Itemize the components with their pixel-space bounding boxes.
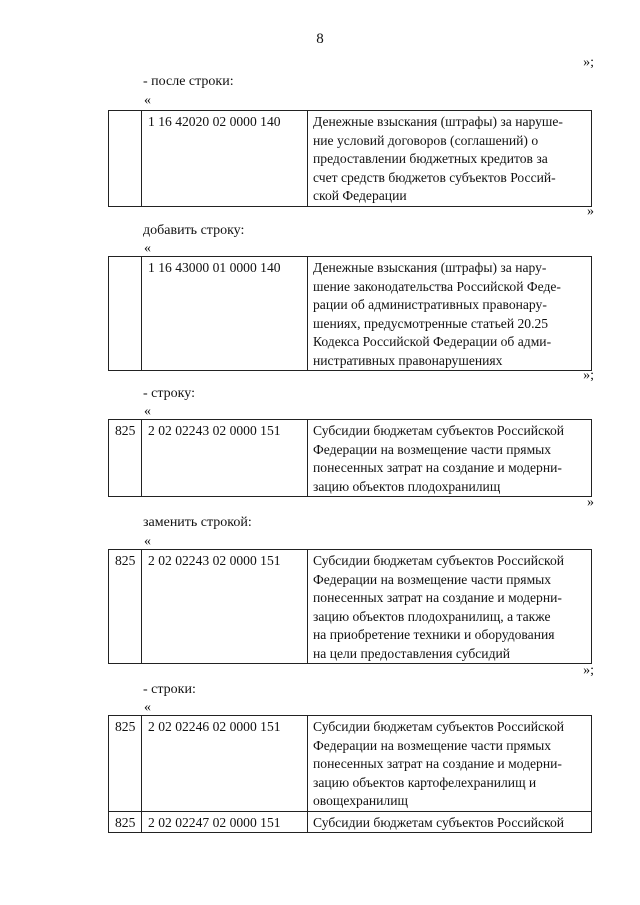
admin-code-cell [109,111,142,207]
description-line: понесенных затрат на создание и модерни- [313,590,562,605]
description-line: Федерации на возмещение части прямых [313,441,552,457]
opening-quote: « [144,93,151,108]
budget-code-cell: 1 16 42020 02 0000 140 [142,111,308,207]
instruction-label: добавить строку: [143,223,245,238]
description-line: зацию объектов плодохранилищ [313,478,501,494]
description-line: Субсидии бюджетам субъектов Российской [313,553,565,568]
description-cell [308,257,592,371]
description-line: Субсидии бюджетам субъектов Российской [313,814,565,830]
opening-quote: « [144,241,151,256]
description-line: Федерации на возмещение части прямых [313,571,552,587]
code-table [108,715,592,833]
admin-code-cell: 825 [109,550,142,664]
budget-code-cell: 1 16 43000 01 0000 140 [142,257,308,371]
admin-code-cell: 825 [109,716,142,812]
code-table [108,256,592,371]
admin-code-cell: 825 [109,811,142,833]
description-line: шениях, предусмотренные статьей 20.25 [313,315,549,331]
description-line: на цели предоставления субсидий [313,645,511,661]
budget-code-cell: 2 02 02246 02 0000 151 [142,716,308,812]
page-number: 8 [316,31,324,47]
description-line: Федерации на возмещение части прямых [313,737,552,753]
description-line: Денежные взыскания (штрафы) за нару- [313,260,547,275]
instruction-label: - после строки: [143,74,234,89]
description-cell [308,716,592,812]
description-line: шение законодательства Российской Феде- [313,278,561,294]
closing-quote: »; [583,55,594,70]
description-cell [308,111,592,207]
budget-code-cell: 2 02 02243 02 0000 151 [142,420,308,497]
description-line: овощехранилищ [313,793,408,808]
description-line: понесенных затрат на создание и модерни- [313,756,562,771]
description-cell [308,550,592,664]
table-row [109,257,592,371]
closing-quote: »; [583,663,594,678]
code-table [108,549,592,664]
description-line: ской Федерации [313,188,407,203]
description-line: предоставлении бюджетных кредитов за [313,151,548,166]
budget-code-cell: 2 02 02247 02 0000 151 [142,811,308,833]
description-line: ние условий договоров (соглашений) о [313,132,539,148]
admin-code-cell: 825 [109,420,142,497]
table-row [109,420,592,497]
table-row [109,716,592,812]
admin-code-cell [109,257,142,371]
description-line: счет средств бюджетов субъектов Россий- [313,169,556,185]
description-line: понесенных затрат на создание и модерни- [313,460,562,475]
budget-code-cell: 2 02 02243 02 0000 151 [142,550,308,664]
table-row [109,111,592,207]
description-line: Кодекса Российской Федерации об адми- [313,334,552,349]
description-line: нистративных правонарушениях [313,352,503,368]
instruction-label: заменить строкой: [143,515,252,530]
closing-quote: »; [583,368,594,383]
description-line: зацию объектов картофелехранилищ и [313,774,537,790]
instruction-label: - строки: [143,682,196,697]
instruction-label: - строку: [143,386,195,401]
description-line: рации об административных правонару- [313,297,547,312]
closing-quote: » [587,204,594,219]
opening-quote: « [144,534,151,549]
opening-quote: « [144,404,151,419]
description-line: Денежные взыскания (штрафы) за наруше- [313,114,563,129]
description-line: Субсидии бюджетам субъектов Российской [313,719,565,734]
description-line: Субсидии бюджетам субъектов Российской [313,423,565,438]
code-table [108,419,592,497]
description-cell [308,420,592,497]
table-row [109,811,592,833]
description-cell [308,811,592,833]
closing-quote: » [587,495,594,510]
code-table [108,110,592,207]
opening-quote: « [144,700,151,715]
description-line: зацию объектов плодохранилищ, а также [313,608,551,624]
description-line: на приобретение техники и оборудования [313,627,555,642]
table-row [109,550,592,664]
